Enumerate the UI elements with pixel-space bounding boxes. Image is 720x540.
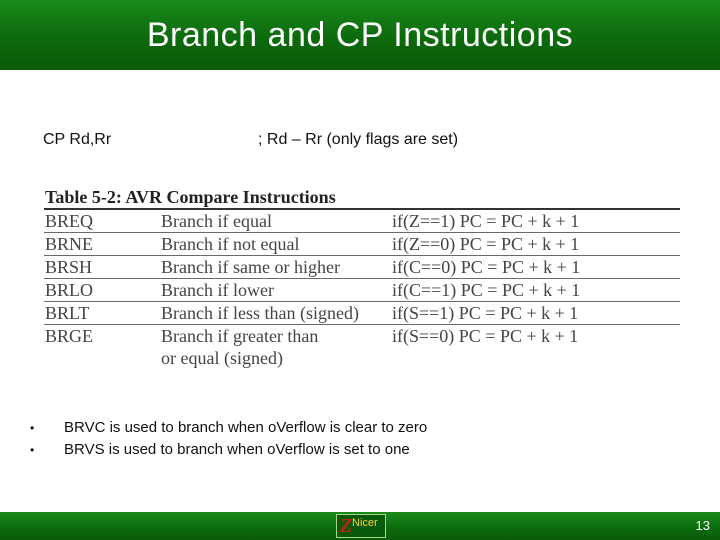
slide-title: Branch and CP Instructions [146, 15, 574, 54]
mnemonic-cell: BREQ [45, 211, 94, 231]
mnemonic-cell: BRGE [45, 326, 94, 346]
description-cell [161, 325, 391, 369]
description-cell: Branch if same or higher [161, 257, 340, 277]
mnemonic-cell: BRLO [45, 280, 94, 300]
description-line: Branch if greater than [161, 326, 319, 346]
condition-cell: if(Z==1) PC = PC + k + 1 [392, 211, 580, 231]
page-number: 13 [695, 518, 710, 533]
bullet-icon: • [30, 443, 35, 457]
table-row [44, 325, 680, 369]
table-row [44, 256, 680, 279]
bullet-text: BRVC is used to branch when oVerflow is clear to zero [64, 419, 428, 436]
table-row [44, 233, 680, 256]
mnemonic-cell: BRNE [45, 234, 94, 254]
condition-cell: if(C==0) PC = PC + k + 1 [392, 257, 581, 277]
condition-cell: if(Z==0) PC = PC + k + 1 [392, 234, 580, 254]
condition-cell: if(S==1) PC = PC + k + 1 [392, 303, 579, 323]
table-caption: Table 5-2: AVR Compare Instructions [45, 187, 336, 207]
logo-word: Nicer [352, 517, 378, 529]
table-row [44, 302, 680, 325]
description-cell: Branch if equal [161, 211, 272, 231]
cp-comment: ; Rd – Rr (only flags are set) [258, 131, 459, 148]
condition-cell: if(C==1) PC = PC + k + 1 [392, 280, 581, 300]
mnemonic-cell: BRLT [45, 303, 90, 323]
list-item [30, 417, 427, 439]
cp-instruction: CP Rd,Rr [43, 131, 112, 148]
description-cell: Branch if less than (signed) [161, 303, 359, 323]
list-item [30, 439, 427, 461]
footer-bar [0, 512, 720, 540]
description-line: or equal (signed) [161, 348, 283, 368]
description-cell: Branch if lower [161, 280, 274, 300]
description-cell: Branch if not equal [161, 234, 300, 254]
table-row [44, 210, 680, 233]
table-row [44, 279, 680, 302]
condition-cell: if(S==0) PC = PC + k + 1 [392, 326, 579, 346]
znicer-logo [336, 514, 386, 538]
logo-letter: Z [340, 515, 353, 537]
title-banner [0, 0, 720, 70]
bullet-list [30, 417, 427, 461]
table-body [44, 208, 680, 369]
compare-instructions-table [44, 186, 680, 369]
bullet-text: BRVS is used to branch when oVerflow is set to one [64, 441, 410, 458]
bullet-icon: • [30, 421, 35, 435]
mnemonic-cell: BRSH [45, 257, 93, 277]
